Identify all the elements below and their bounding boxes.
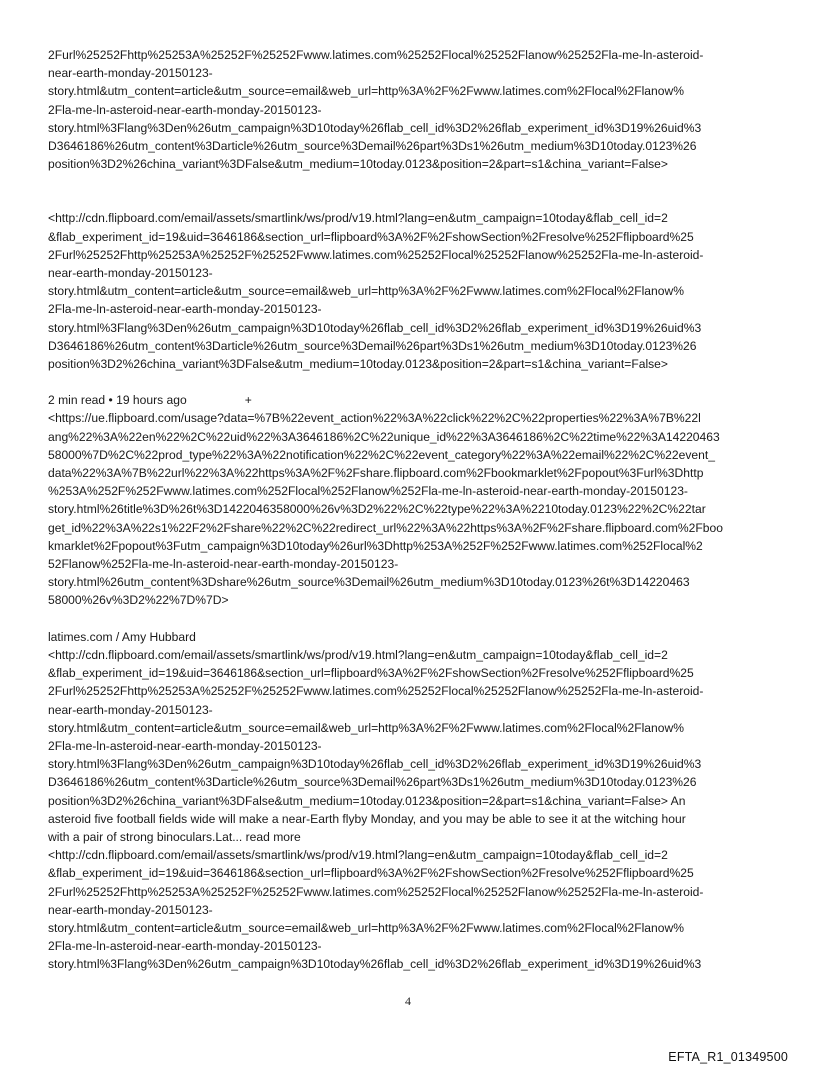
link-line[interactable]: position%3D2%26china_variant%3DFalse&utm_medium=10today.0123&position=2&part=s1&china_variant=False> bbox=[48, 357, 668, 372]
link-line[interactable]: story.html%26utm_content%3Dshare%26utm_source%3Demail%26utm_medium%3D10today.0123%26t%3D14220463 bbox=[48, 575, 690, 590]
read-more-link[interactable]: with a pair of strong binoculars.Lat... read more bbox=[48, 829, 301, 844]
link-line[interactable]: position%3D2%26china_variant%3DFalse&utm_medium=10today.0123&position=2&part=s1&china_variant=False> An bbox=[48, 793, 686, 808]
text-line: 2Furl%25252Fhttp%25253A%25252F%25252Fwww.latimes.com%25252Flocal%25252Flanow%25252Fla-me-ln-asteroid- bbox=[48, 48, 704, 62]
link-line[interactable]: 58000%7D%2C%22prod_type%22%3A%22notification%22%2C%22event_category%22%3A%22email%22%2C%22event_ bbox=[48, 447, 715, 462]
link-line[interactable]: <https://ue.flipboard.com/usage?data=%7B%22event_action%22%3A%22click%22%2C%22properties%22%3A%7B%22l bbox=[48, 411, 701, 426]
link-line[interactable]: &flab_experiment_id=19&uid=3646186&section_url=flipboard%3A%2F%2FshowSection%2Fresolve%252Fflipboard%25 bbox=[48, 666, 694, 681]
link-line[interactable]: D3646186%26utm_content%3Darticle%26utm_source%3Demail%26part%3Ds1%26utm_medium%3D10today.0123%26 bbox=[48, 775, 697, 790]
link-line[interactable]: story.html&utm_content=article&utm_source=email&web_url=http%3A%2F%2Fwww.latimes.com%2Flocal%2Flanow% bbox=[48, 920, 684, 935]
link-line[interactable]: 2Fla-me-ln-asteroid-near-earth-monday-20150123- bbox=[48, 939, 322, 954]
text-line: 2Fla-me-ln-asteroid-near-earth-monday-20150123- bbox=[48, 102, 322, 117]
document-id-stamp: EFTA_R1_01349500 bbox=[668, 1050, 788, 1064]
link-line[interactable]: 2Fla-me-ln-asteroid-near-earth-monday-20150123- bbox=[48, 738, 322, 753]
article-summary: asteroid five football fields wide will make a near-Earth flyby Monday, and you may be able to see it at the witching hour bbox=[48, 811, 686, 826]
link-line[interactable]: &flab_experiment_id=19&uid=3646186&section_url=flipboard%3A%2F%2FshowSection%2Fresolve%252Fflipboard%25 bbox=[48, 866, 694, 881]
link-line[interactable]: story.html&utm_content=article&utm_source=email&web_url=http%3A%2F%2Fwww.latimes.com%2Flocal%2Flanow% bbox=[48, 720, 684, 735]
article-block bbox=[48, 628, 772, 974]
link-line[interactable]: D3646186%26utm_content%3Darticle%26utm_source%3Demail%26part%3Ds1%26utm_medium%3D10today.0123%26 bbox=[48, 338, 697, 353]
text-line: position%3D2%26china_variant%3DFalse&utm_medium=10today.0123&position=2&part=s1&china_variant=False> bbox=[48, 157, 668, 172]
link-line[interactable]: near-earth-monday-20150123- bbox=[48, 902, 213, 917]
link-line[interactable]: data%22%3A%7B%22url%22%3A%22https%3A%2F%2Fshare.flipboard.com%2Fbookmarklet%2Fpopout%3Furl%3Dhttp bbox=[48, 466, 704, 481]
link-line[interactable]: 2Fla-me-ln-asteroid-near-earth-monday-20150123- bbox=[48, 302, 322, 317]
link-line[interactable]: story.html&utm_content=article&utm_source=email&web_url=http%3A%2F%2Fwww.latimes.com%2Flocal%2Flanow% bbox=[48, 284, 684, 299]
link-line[interactable]: <http://cdn.flipboard.com/email/assets/smartlink/ws/prod/v19.html?lang=en&utm_campaign=10today&flab_cell_id=2 bbox=[48, 848, 668, 863]
link-line[interactable]: <http://cdn.flipboard.com/email/assets/smartlink/ws/prod/v19.html?lang=en&utm_campaign=10today&flab_cell_id=2 bbox=[48, 647, 668, 662]
source-byline: latimes.com / Amy Hubbard bbox=[48, 629, 196, 644]
text-line: story.html%3Flang%3Den%26utm_campaign%3D10today%26flab_cell_id%3D2%26flab_experiment_id%3D19%26uid%3 bbox=[48, 120, 702, 135]
text-line: D3646186%26utm_content%3Darticle%26utm_source%3Demail%26part%3Ds1%26utm_medium%3D10today.0123%26 bbox=[48, 139, 697, 154]
link-line[interactable]: kmarklet%2Fpopout%3Futm_campaign%3D10today%26url%3Dhttp%253A%252F%252Fwww.latimes.com%252Flocal%2 bbox=[48, 538, 703, 553]
link-line[interactable]: 2Furl%25252Fhttp%25253A%25252F%25252Fwww.latimes.com%25252Flocal%25252Flanow%25252Fla-me-ln-asteroid- bbox=[48, 884, 704, 899]
url-block-1 bbox=[48, 46, 772, 173]
text-line: story.html&utm_content=article&utm_source=email&web_url=http%3A%2F%2Fwww.latimes.com%2Flocal%2Flanow% bbox=[48, 84, 684, 99]
link-line[interactable]: &flab_experiment_id=19&uid=3646186&section_url=flipboard%3A%2F%2FshowSection%2Fresolve%252Fflipboard%25 bbox=[48, 229, 694, 244]
page-number: 4 bbox=[405, 994, 411, 1008]
read-time-meta: 2 min read • 19 hours ago bbox=[48, 393, 187, 408]
read-meta-row bbox=[48, 391, 772, 409]
link-line[interactable]: 2Furl%25252Fhttp%25253A%25252F%25252Fwww.latimes.com%25252Flocal%25252Flanow%25252Fla-me-ln-asteroid- bbox=[48, 247, 704, 262]
link-line[interactable]: 2Furl%25252Fhttp%25253A%25252F%25252Fwww.latimes.com%25252Flocal%25252Flanow%25252Fla-me-ln-asteroid- bbox=[48, 684, 704, 699]
plus-icon[interactable]: + bbox=[244, 393, 252, 408]
usage-block bbox=[48, 391, 772, 609]
link-line[interactable]: story.html%26title%3D%26t%3D1422046358000%26v%3D2%22%2C%22type%22%3A%2210today.0123%22%2C%22tar bbox=[48, 502, 706, 517]
link-line[interactable]: story.html%3Flang%3Den%26utm_campaign%3D10today%26flab_cell_id%3D2%26flab_experiment_id%3D19%26uid%3 bbox=[48, 957, 702, 972]
link-line[interactable]: story.html%3Flang%3Den%26utm_campaign%3D10today%26flab_cell_id%3D2%26flab_experiment_id%3D19%26uid%3 bbox=[48, 320, 702, 335]
link-line[interactable]: <http://cdn.flipboard.com/email/assets/smartlink/ws/prod/v19.html?lang=en&utm_campaign=10today&flab_cell_id=2 bbox=[48, 211, 668, 226]
link-line[interactable]: 52Flanow%252Fla-me-ln-asteroid-near-earth-monday-20150123- bbox=[48, 557, 399, 572]
link-line[interactable]: %253A%252F%252Fwww.latimes.com%252Flocal%252Flanow%252Fla-me-ln-asteroid-near-earth-monday-20150123- bbox=[48, 484, 688, 499]
link-line[interactable]: story.html%3Flang%3Den%26utm_campaign%3D10today%26flab_cell_id%3D2%26flab_experiment_id%3D19%26uid%3 bbox=[48, 757, 702, 772]
text-line: near-earth-monday-20150123- bbox=[48, 66, 213, 81]
link-line[interactable]: 58000%26v%3D2%22%7D%7D> bbox=[48, 593, 229, 608]
link-line[interactable]: near-earth-monday-20150123- bbox=[48, 266, 213, 281]
link-line[interactable]: ang%22%3A%22en%22%2C%22uid%22%3A3646186%2C%22unique_id%22%3A3646186%2C%22time%22%3A14220463 bbox=[48, 429, 720, 444]
link-line[interactable]: get_id%22%3A%22s1%22F2%2Fshare%22%2C%22redirect_url%22%3A%22https%3A%2F%2Fshare.flipboard.com%2Fboo bbox=[48, 520, 723, 535]
url-block-2 bbox=[48, 209, 772, 373]
document-page bbox=[48, 46, 772, 974]
link-line[interactable]: near-earth-monday-20150123- bbox=[48, 702, 213, 717]
